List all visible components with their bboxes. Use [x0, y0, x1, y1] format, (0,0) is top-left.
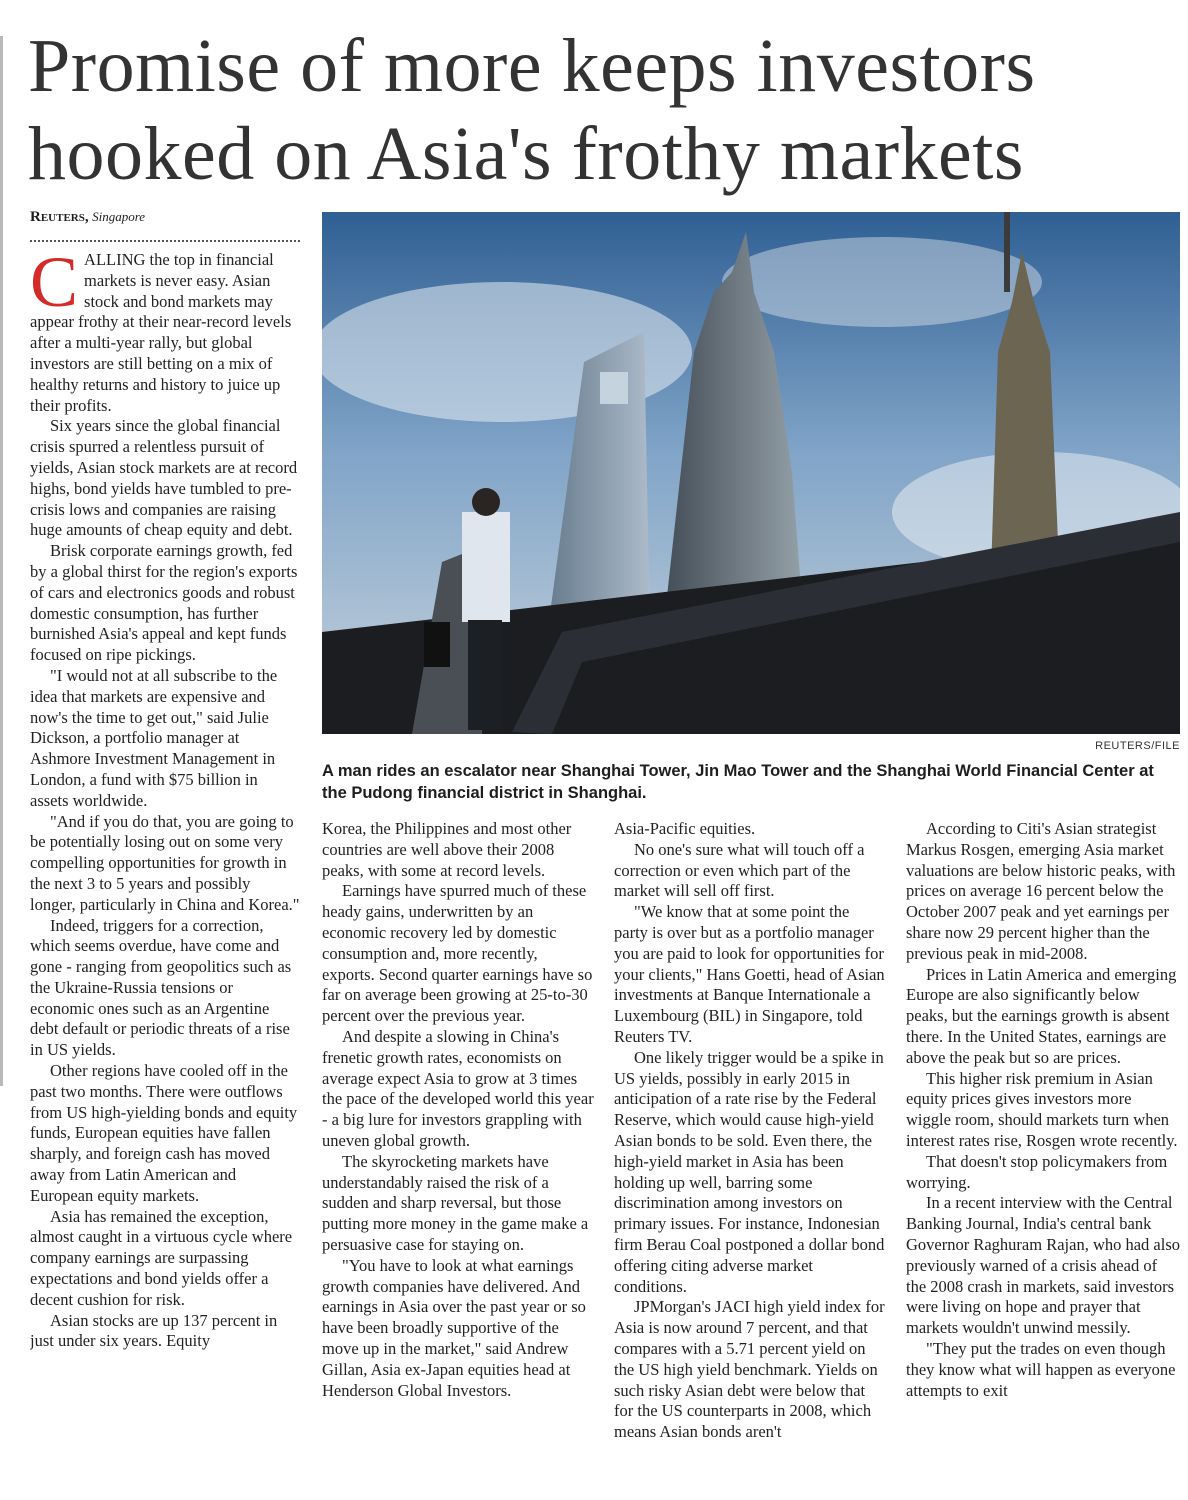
- drop-cap: C: [30, 250, 79, 322]
- paragraph: Other regions have cooled off in the past two months. There were outflows from US high-yielding bonds and equity funds, European equities have fallen sharply, and foreign cash has moved away from Latin American and European equity markets.: [30, 1061, 298, 1205]
- photo-credit: REUTERS/FILE: [1095, 740, 1180, 752]
- paragraph: Prices in Latin America and emerging Europe are also significantly below peaks, but the earnings growth is absent there. In the United States, earnings are above the peak but so are prices.: [906, 964, 1177, 1067]
- paragraph: That doesn't stop policymakers from worrying.: [906, 1151, 1168, 1192]
- article-column-2: [322, 819, 594, 1500]
- article-column-3: [614, 819, 886, 1500]
- byline-divider: [30, 240, 300, 242]
- news-photo: [322, 212, 1180, 734]
- paragraph: This higher risk premium in Asian equity prices gives investors more wiggle room, should markets turn when interest rates rise, Rosgen wrote recently.: [906, 1068, 1178, 1150]
- page-edge-rule: [0, 36, 3, 1086]
- headline: Promise of more keeps investors hooked on Asia's frothy markets: [28, 24, 1036, 196]
- skyline-escalator-image: [322, 212, 1180, 734]
- byline: [30, 209, 145, 226]
- paragraph: No one's sure what will touch off a correction or even which part of the market will sell off first.: [614, 839, 865, 901]
- paragraph: Six years since the global financial crisis spurred a relentless pursuit of yields, Asian stock markets are at record highs, bond yields have tumbled to pre-crisis lows and companies are raising huge amounts of cheap equity and debt.: [30, 416, 298, 540]
- paragraph: ALLING the top in financial markets is never easy. Asian stock and bond markets may appear frothy at their near-record levels after a multi-year rally, but global investors are still betting on a mix of healthy returns and history to juice up their profits.: [30, 250, 292, 415]
- paragraph: One likely trigger would be a spike in US yields, possibly in early 2015 in anticipation of a rate rise by the Federal Reserve, which would cause high-yield Asian bonds to be sold. Even there, the high-yield market in Asia has been holding up well, barring some discrimination among investors on primary issues. For instance, Indonesian firm Berau Coal postponed a dollar bond offering citing adverse market conditions.: [614, 1047, 885, 1296]
- paragraph: Indeed, triggers for a correction, which seems overdue, have come and gone - ranging from geopolitics such as the Ukraine-Russia tensions or economic ones such as an Argentine debt default or periodic threats of a rise in US yields.: [30, 915, 292, 1060]
- paragraph: The skyrocketing markets have understandably raised the risk of a sudden and sharp reversal, but those putting more money in the game make a persuasive case for staying on.: [322, 1151, 589, 1254]
- article-column-1: [30, 250, 300, 1500]
- article-column-4: [906, 819, 1180, 1500]
- paragraph: "I would not at all subscribe to the idea that markets are expensive and now's the time to get out," said Julie Dickson, a portfolio manager at Ashmore Investment Management in London, a fund with $75 billion in assets worldwide.: [30, 665, 278, 810]
- paragraph: Asia-Pacific equities.: [614, 819, 756, 838]
- paragraph: JPMorgan's JACI high yield index for Asia is now around 7 percent, and that compares with a 5.71 percent yield on the US high yield benchmark. Yields on such risky Asian debt were below that for the US counterparts in 2008, which means Asian bonds aren't: [614, 1297, 885, 1442]
- paragraph: Asian stocks are up 137 percent in just under six years. Equity: [30, 1310, 278, 1351]
- paragraph: Brisk corporate earnings growth, fed by a global thirst for the region's exports of cars and electronics goods and robust domestic consumption, has further burnished Asia's appeal and kept funds focused on ripe pickings.: [30, 541, 298, 665]
- paragraph: And despite a slowing in China's frenetic growth rates, economists on average expect Asia to grow at 3 times the pace of the developed world this year - a big lure for investors grappling with uneven global growth.: [322, 1026, 594, 1150]
- paragraph: "They put the trades on even though they know what will happen as everyone attempts to exit: [906, 1338, 1176, 1400]
- byline-place: Singapore: [92, 209, 146, 224]
- paragraph: Earnings have spurred much of these heady gains, underwritten by an economic recovery led by domestic consumption and, more recently, exports. Second quarter earnings have so far on average been growing at 25-to-30 percent over the previous year.: [322, 881, 593, 1026]
- photo-caption: A man rides an escalator near Shanghai Tower, Jin Mao Tower and the Shanghai World Financial Center at the Pudong financial district in Shanghai.: [322, 762, 1154, 802]
- byline-agency: Reuters,: [30, 209, 89, 225]
- paragraph: "We know that at some point the party is over but as a portfolio manager you are paid to look for opportunities for your clients," Hans Goetti, head of Asian investments at Banque Internationale a Luxembourg (BIL) in Singapore, told Reuters TV.: [614, 902, 885, 1046]
- paragraph: Asia has remained the exception, almost caught in a virtuous cycle where company earnings are surpassing expectations and bond yields offer a decent cushion for risk.: [30, 1206, 293, 1309]
- paragraph: In a recent interview with the Central Banking Journal, India's central bank Governor Raghuram Rajan, who had also previously warned of a crisis ahead of the 2008 crash in markets, said investors were living on hope and prayer that markets wouldn't unwind messily.: [906, 1193, 1180, 1338]
- paragraph: Korea, the Philippines and most other countries are well above their 2008 peaks, with some at record levels.: [322, 819, 572, 880]
- paragraph: "And if you do that, you are going to be potentially losing out on some very compelling opportunities for growth in the next 3 to 5 years and possibly longer, particularly in China and Korea.": [30, 811, 300, 914]
- paragraph: "You have to look at what earnings growth companies have delivered. And earnings in Asia over the past year or so have been broadly supportive of the move up in the market," said Andrew Gillan, Asia ex-Japan equities head at Henderson Global Investors.: [322, 1255, 586, 1400]
- paragraph: According to Citi's Asian strategist Markus Rosgen, emerging Asia market valuations are below historic peaks, with prices on average 16 percent below the October 2007 peak and yet earnings per share now 29 percent higher than the previous peak in mid-2008.: [906, 819, 1176, 963]
